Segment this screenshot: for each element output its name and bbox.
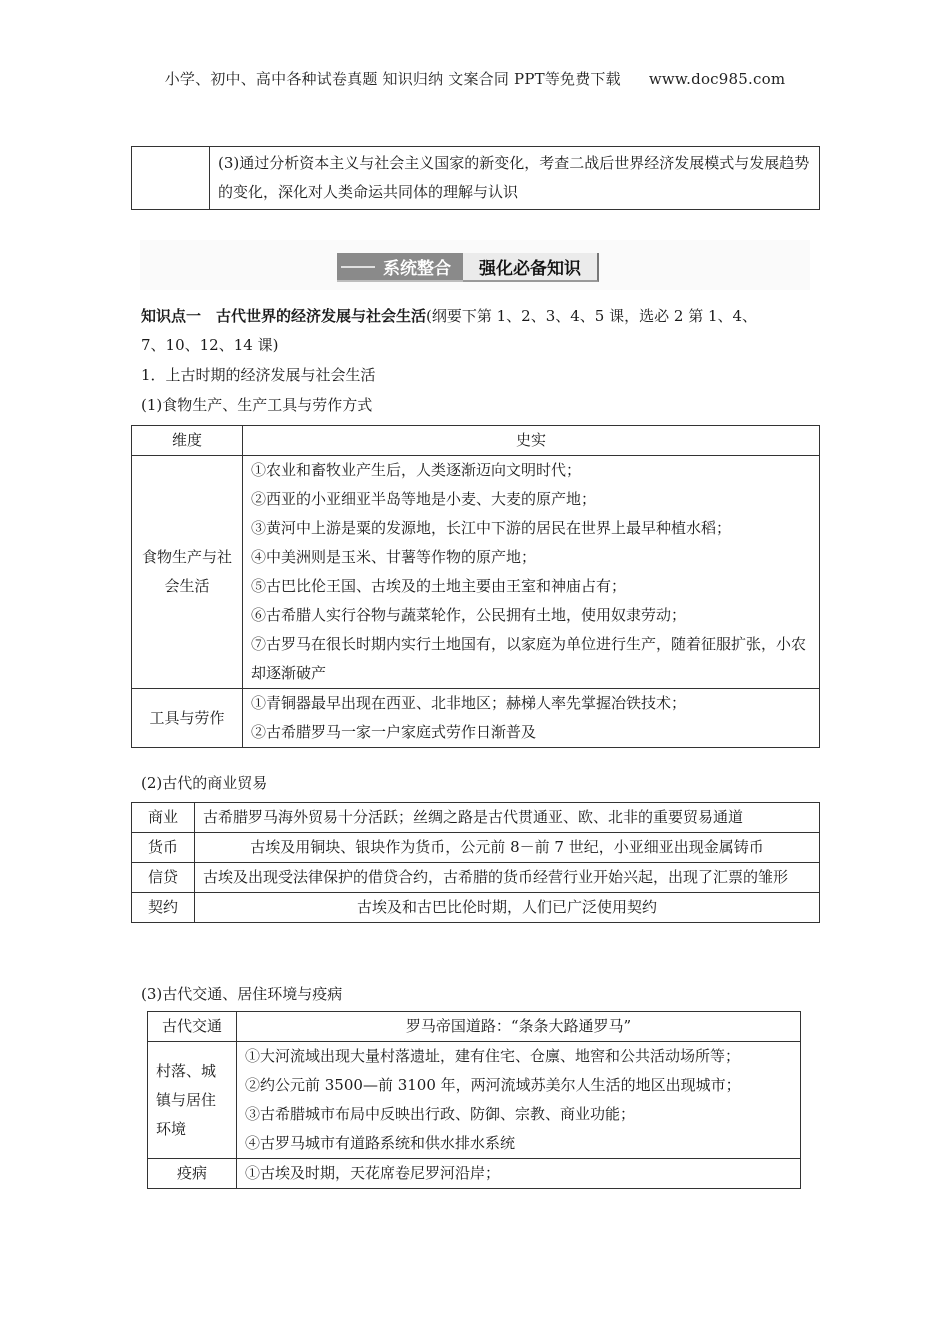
dimension-cell: 工具与劳作 <box>132 689 243 748</box>
sub-heading: (1)食物生产、生产工具与劳作方式 <box>141 396 373 414</box>
fact-item: ①农业和畜牧业产生后，人类逐渐迈向文明时代； <box>251 461 582 479</box>
table-row <box>132 803 820 833</box>
objectives-table <box>131 146 820 210</box>
knowledge-point-ref-line2: 7、10、12、14 课) <box>141 336 279 354</box>
dimension-label: 食物生产与社会生活 <box>142 548 233 595</box>
table-row <box>132 147 820 210</box>
row-label: 疫病 <box>148 1159 237 1189</box>
table-row <box>132 863 820 893</box>
knowledge-point-ref: (纲要下第 1、2、3、4、5 课，选必 2 第 1、4、 <box>426 307 758 325</box>
row-label: 商业 <box>132 803 195 833</box>
commerce-table <box>131 802 820 923</box>
sub-heading: (3)古代交通、居住环境与疫病 <box>141 985 343 1003</box>
row-label-text: 村落、城镇与居住环境 <box>156 1061 217 1138</box>
row-label: 古代交通 <box>148 1012 237 1042</box>
fact-item: ②约公元前 3500—前 3100 年，两河流域苏美尔人生活的地区出现城市； <box>245 1076 741 1094</box>
sub-heading: (2)古代的商业贸易 <box>141 774 268 792</box>
section-banner <box>337 253 599 280</box>
section-heading: 1．上古时期的经济发展与社会生活 <box>141 366 376 384</box>
food-production-table <box>131 425 820 748</box>
fact-item: ⑤古巴比伦王国、古埃及的土地主要由王室和神庙占有； <box>251 577 627 595</box>
table-row <box>132 833 820 863</box>
table-row <box>148 1042 801 1159</box>
row-content: 古埃及出现受法律保护的借贷合约，古希腊的货币经营行业开始兴起，出现了汇票的雏形 <box>195 863 820 893</box>
table-row <box>132 456 820 689</box>
page-header-url[interactable]: www.doc985.com <box>648 70 786 88</box>
fact-item: ②古希腊罗马一家一户家庭式劳作日渐普及 <box>251 723 537 741</box>
fact-item: ①大河流域出现大量村落遗址，建有住宅、仓廪、地窖和公共活动场所等； <box>245 1047 741 1065</box>
row-content: ①古埃及时期，天花席卷尼罗河沿岸； <box>237 1159 801 1189</box>
facts-cell <box>243 689 820 748</box>
page-header <box>0 68 950 89</box>
knowledge-point-heading <box>141 302 821 331</box>
knowledge-point-title: 知识点一 古代世界的经济发展与社会生活 <box>141 307 427 325</box>
row-label: 契约 <box>132 893 195 923</box>
fact-item: ⑥古希腊人实行谷物与蔬菜轮作，公民拥有土地，使用奴隶劳动； <box>251 606 687 624</box>
dimension-cell <box>132 456 243 689</box>
row-label: 信贷 <box>132 863 195 893</box>
column-header: 史实 <box>243 426 820 456</box>
fact-item: ②西亚的小亚细亚半岛等地是小麦、大麦的原产地； <box>251 490 597 508</box>
transport-habitat-table <box>147 1011 801 1189</box>
table-cell: (3)通过分析资本主义与社会主义国家的新变化，考查二战后世界经济发展模式与发展趋势的变化，深化对人类命运共同体的理解与认识 <box>210 147 820 210</box>
banner-left <box>337 253 463 282</box>
table-header-row <box>132 426 820 456</box>
fact-item: ③黄河中上游是粟的发源地，长江中下游的居民在世界上最早种植水稻； <box>251 519 732 537</box>
row-content: 古埃及用铜块、银块作为货币，公元前 8－前 7 世纪，小亚细亚出现金属铸币 <box>195 833 820 863</box>
table-cell-empty <box>132 147 210 210</box>
row-label: 货币 <box>132 833 195 863</box>
banner-right <box>463 253 599 282</box>
table-row <box>132 893 820 923</box>
row-content: 古埃及和古巴比伦时期，人们已广泛使用契约 <box>195 893 820 923</box>
row-content: 罗马帝国道路：“条条大路通罗马” <box>237 1012 801 1042</box>
table-row <box>148 1159 801 1189</box>
table-row <box>148 1012 801 1042</box>
fact-item: ④中美洲则是玉米、甘薯等作物的原产地； <box>251 548 537 566</box>
column-header: 维度 <box>132 426 243 456</box>
banner-right-label: 强化必备知识 <box>479 259 581 279</box>
fact-item: ①青铜器最早出现在西亚、北非地区；赫梯人率先掌握冶铁技术； <box>251 694 687 712</box>
dash-icon <box>341 266 375 268</box>
row-content: 古希腊罗马海外贸易十分活跃；丝绸之路是古代贯通亚、欧、北非的重要贸易通道 <box>195 803 820 833</box>
table-row <box>132 689 820 748</box>
fact-item: ⑦古罗马在很长时期内实行土地国有，以家庭为单位进行生产，随着征服扩张，小农却逐渐破产 <box>251 635 807 682</box>
fact-item: ④古罗马城市有道路系统和供水排水系统 <box>245 1134 516 1152</box>
row-label <box>148 1042 237 1159</box>
banner-left-label: 系统整合 <box>383 259 451 279</box>
fact-item: ③古希腊城市布局中反映出行政、防御、宗教、商业功能； <box>245 1105 636 1123</box>
page-header-text: 小学、初中、高中各种试卷真题 知识归纳 文案合同 PPT等免费下载 <box>164 70 621 88</box>
facts-cell <box>243 456 820 689</box>
facts-cell <box>237 1042 801 1159</box>
